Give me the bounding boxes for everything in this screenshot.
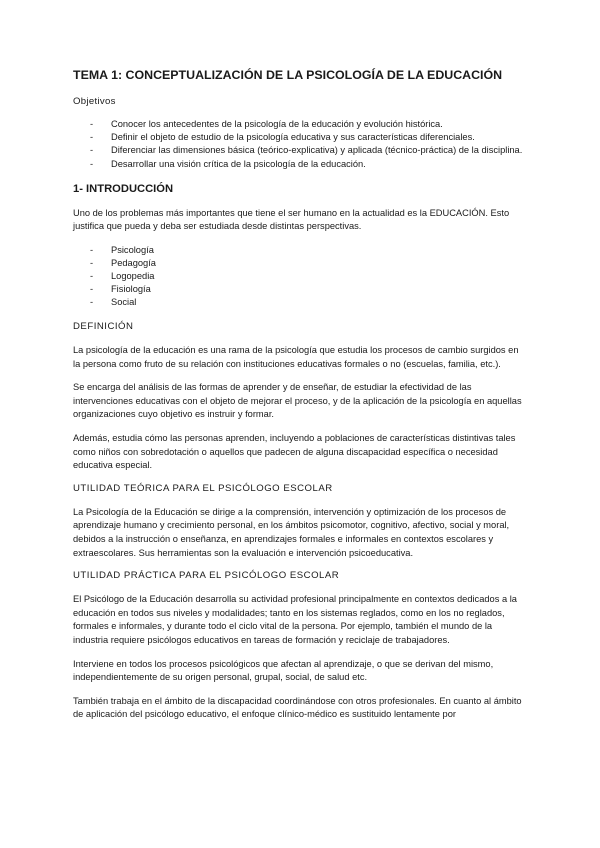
perspectivas-list — [73, 244, 523, 309]
definicion-paragraph: La psicología de la educación es una rama de la psicología que estudia los procesos de cambio surgidos en la persona como fruto de su relación con instituciones educativas formales o no (escuelas, familia, etc.). — [73, 345, 519, 369]
list-item: - Conocer los antecedentes de la psicología de la educación y evolución histórica. — [90, 119, 443, 129]
definicion-paragraph: Se encarga del análisis de las formas de aprender y de enseñar, de estudiar la efectividad de las intervenciones educativas con el objeto de mejorar el proceso, y de la aplicación de la psicología en aquellas organizaciones cuyo objetivo es instruir y formar. — [73, 382, 522, 420]
list-item: - Psicología — [90, 245, 154, 255]
definicion-heading: DEFINICIÓN — [73, 321, 134, 332]
list-item: - Diferenciar las dimensiones básica (teórico-explicativa) y aplicada (técnico-práctica) de la disciplina. — [90, 145, 523, 156]
objetivos-label: Objetivos — [73, 96, 116, 107]
utilidad-teorica-paragraph: La Psicología de la Educación se dirige a la comprensión, intervención y optimización de los procesos de aprendizaje humano y crecimiento personal, en los ámbitos psicomotor, cognitivo, afectivo, social y moral, debidos a la instrucción o enseñanza, en aprendizajes formales e informales en contextos escolares y extraescolares. Sus herramientas son la evaluación e intervención psicoeducativa. — [73, 506, 510, 558]
utilidad-practica-heading: UTILIDAD PRÁCTICA PARA EL PSICÓLOGO ESCOLAR — [73, 570, 340, 582]
utilidad-practica-paragraph: También trabaja en el ámbito de la discapacidad coordinándose con otros profesionales. En cuanto al ámbito de aplicación del psicólogo educativo, el enfoque clínico-médico es sustituido lentamente por — [73, 695, 522, 720]
list-item: - Logopedia — [90, 271, 155, 281]
document-page — [73, 68, 523, 732]
section-heading-introduccion: 1- INTRODUCCIÓN — [73, 182, 174, 195]
list-item: - Pedagogía — [90, 258, 156, 268]
definicion-paragraph: Además, estudia cómo las personas aprenden, incluyendo a poblaciones de características distintivas tales como niños con sobredotación o aquellos que padecen de alguna discapacidad específica o necesidad educativa especial. — [73, 432, 516, 471]
list-item: - Social — [90, 297, 137, 307]
list-item: - Definir el objeto de estudio de la psicología educativa y sus características diferenciales. — [90, 132, 475, 143]
utilidad-practica-paragraph: Interviene en todos los procesos psicológicos que afectan al aprendizaje, o que se derivan del mismo, independientemente de su origen personal, grupal, social, de salud etc. — [73, 658, 494, 683]
utilidad-teorica-heading: UTILIDAD TEÓRICA PARA EL PSICÓLOGO ESCOLAR — [73, 482, 333, 494]
intro-paragraph: Uno de los problemas más importantes que tiene el ser humano en la actualidad es la EDUCACIÓN. Esto justifica que pueda y deba ser estudiada desde distintas perspectivas. — [73, 207, 510, 232]
utilidad-practica-paragraph: El Psicólogo de la Educación desarrolla su actividad profesional principalmente en contextos dedicados a la educación en todos sus niveles y modalidades; tanto en los sistemas reglados, como en los no reglados, formales e informales, y durante todo el ciclo vital de la persona. Por ejemplo, también el mundo de la industria requiere psicólogos educativos en tareas de formación y reciclaje de trabajadores. — [73, 594, 517, 645]
objetivos-list — [73, 118, 523, 171]
list-item: - Fisiología — [90, 284, 151, 294]
document-title: TEMA 1: CONCEPTUALIZACIÓN DE LA PSICOLOGÍA DE LA EDUCACIÓN — [73, 68, 503, 82]
list-item: - Desarrollar una visión crítica de la psicología de la educación. — [90, 158, 366, 169]
